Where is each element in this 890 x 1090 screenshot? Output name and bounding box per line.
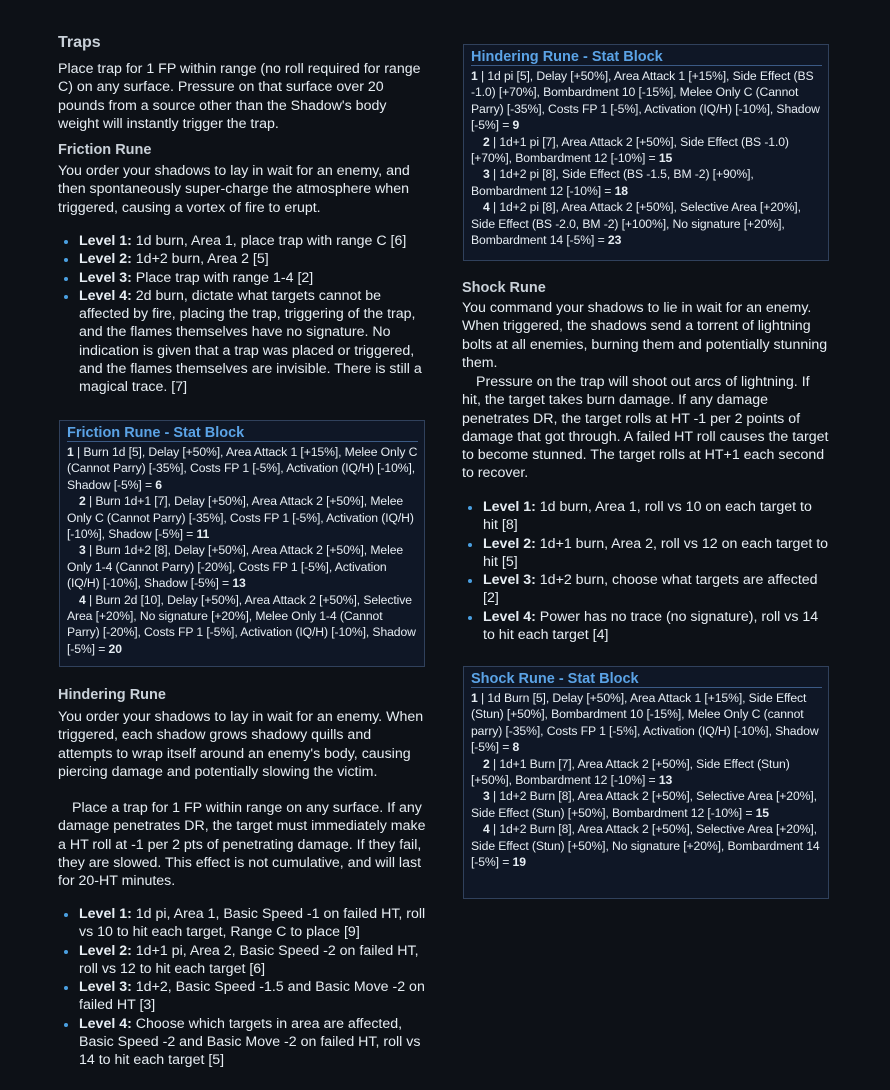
shock-body-2: Pressure on the trap will shoot out arcs of lightning. If hit, the target takes burn damage. If any damage penetrates DR, the target rolls at HT -1 per 2 points of damage that got through. A failed HT roll causes the target to become stunned. The target rolls at HT+1 each second to recover. [462,374,829,482]
list-item: • Level 1: 1d burn, Area 1, roll vs 10 on each target to hit [8] [482,498,830,535]
list-item: • Level 4: Power has no trace (no signature), roll vs 14 to hit each target [4] [482,608,830,645]
stat-entry: 4 | 1d+2 Burn [8], Area Attack 2 [+50%], Selective Area [+20%], Side Effect (Stun) [+50%], No signature [+20%], Bombardment 14 [-5%] = 19 [471,822,820,870]
hindering-body-2: Place a trap for 1 FP within range on any surface. If any damage penetrates DR, the target must immediately make a HT roll at -1 per 2 pts of penetrating damage. If they fail, they are slowed. This effect is not cumulative, and will last for 20-HT minutes. [58,800,426,890]
stat-entry: 3 | 1d+2 Burn [8], Area Attack 2 [+50%], Selective Area [+20%], Side Effect (Stun) [+50%], Bombardment 12 [-10%] = 15 [471,789,817,820]
hindering-stat-block [463,44,829,261]
friction-stat-block [59,420,425,667]
traps-heading: Traps [58,34,101,51]
friction-heading: Friction Rune [58,142,152,158]
stat-entry: 4 | Burn 2d [10], Delay [+50%], Area Attack 2 [+50%], Selective Area [+20%], No signature [+20%], Melee Only 1-4 (Cannot Parry) [-20%], Costs FP 1 [-5%], Activation (IQ/H) [-10%], Shadow [-5%] = 20 [67,592,416,656]
stat-entry: 4 | 1d+2 pi [8], Area Attack 2 [+50%], Selective Area [+20%], Side Effect (BS -2.0, BM -2) [+100%], No signature [+20%], Bombardment 14 [-5%] = 23 [471,200,801,248]
friction-levels [58,232,426,397]
shock-stat-block [463,666,829,899]
list-item: • Level 3: 1d+2 burn, choose what targets are affected [2] [482,571,830,608]
shock-heading: Shock Rune [462,280,546,296]
stat-entry: 1 | Burn 1d [5], Delay [+50%], Area Attack 1 [+15%], Melee Only C (Cannot Parry) [-35%], Costs FP 1 [-5%], Activation (IQ/H) [-10%], Shadow [-5%] = 6 [67,445,418,492]
stat-block-title: Hindering Rune - Stat Block [471,49,822,66]
list-item: • Level 2: 1d+1 pi, Area 2, Basic Speed -2 on failed HT, roll vs 12 to hit each target [6] [78,942,426,979]
shock-body-1: You command your shadows to lie in wait for an enemy. When triggered, the shadows send a torrent of lightning bolts at all enemies, burning them and potentially stunning them. [462,300,828,371]
stat-entry: 2 | Burn 1d+1 [7], Delay [+50%], Area Attack 2 [+50%], Melee Only C (Cannot Parry) [-35%], Costs FP 1 [-5%], Activation (IQ/H) [-10%], Shadow [-5%] = 11 [67,494,414,542]
list-item: • Level 1: 1d burn, Area 1, place trap with range C [6] [78,232,426,250]
stat-entry: 2 | 1d+1 pi [7], Area Attack 2 [+50%], Side Effect (BS -1.0) [+70%], Bombardment 12 [-10%] = 15 [471,134,789,166]
stat-entry: 2 | 1d+1 Burn [7], Area Attack 2 [+50%], Side Effect (Stun) [+50%], Bombardment 12 [-10%] = 13 [471,756,790,788]
stat-entry: 1 | 1d pi [5], Delay [+50%], Area Attack 1 [+15%], Side Effect (BS -1.0) [+70%], Bombardment 10 [-15%], Melee Only C (Cannot Parry) [-35%], Costs FP 1 [-5%], Activation (IQ/H) [-10%], Shadow [-5%] = 9 [471,69,820,133]
list-item: • Level 2: 1d+1 burn, Area 2, roll vs 12 on each target to hit [5] [482,535,830,572]
list-item: • Level 4: Choose which targets in area are affected, Basic Speed -2 and Basic Move -2 on failed HT, roll vs 14 to hit each target [5] [78,1015,426,1070]
list-item: • Level 1: 1d pi, Area 1, Basic Speed -1 on failed HT, roll vs 10 to hit each target, Range C to place [9] [78,905,426,942]
hindering-body-1: You order your shadows to lay in wait for an enemy. When triggered, each shadow grows shadowy quills and attempts to wrap itself around an enemy's body, causing piercing damage and potentially slowing the victim. [58,709,424,780]
stat-entry: 3 | 1d+2 pi [8], Side Effect (BS -1.5, BM -2) [+90%], Bombardment 12 [-10%] = 18 [471,167,754,198]
stat-block-title: Shock Rune - Stat Block [471,671,822,688]
list-item: • Level 4: 2d burn, dictate what targets cannot be affected by fire, placing the trap, triggering of the trap, and the flames themselves have no signature. No indication is given that a trap was placed or triggered, and the flames themselves are invisible. There is still a magical trace. [7] [78,287,426,397]
list-item: • Level 2: 1d+2 burn, Area 2 [5] [78,250,426,268]
traps-body: Place trap for 1 FP within range (no roll required for range C) on any surface. Pressure on that surface over 20 pounds from a source other than the Shadow's body weight will instantly trigger the trap. [58,61,421,132]
stat-entry: 3 | Burn 1d+2 [8], Delay [+50%], Area Attack 2 [+50%], Melee Only 1-4 (Cannot Parry) [-20%], Costs FP 1 [-5%], Activation (IQ/H) [-10%], Shadow [-5%] = 13 [67,543,404,591]
hindering-heading: Hindering Rune [58,687,166,703]
hindering-levels [58,905,426,1070]
shock-levels [462,498,830,644]
stat-block-title: Friction Rune - Stat Block [67,425,418,442]
stat-entry: 1 | 1d Burn [5], Delay [+50%], Area Attack 1 [+15%], Side Effect (Stun) [+50%], Bombardment 10 [-15%], Melee Only C (cannot parry) [-35%], Costs FP 1 [-5%], Activation (IQ/H) [-10%], Shadow [-5%] = 8 [471,691,819,755]
friction-body: You order your shadows to lay in wait for an enemy, and then spontaneously super-charge the atmosphere when triggered, causing a vortex of fire to erupt. [58,163,410,216]
list-item: • Level 3: 1d+2, Basic Speed -1.5 and Basic Move -2 on failed HT [3] [78,978,426,1015]
list-item: • Level 3: Place trap with range 1-4 [2] [78,269,426,287]
